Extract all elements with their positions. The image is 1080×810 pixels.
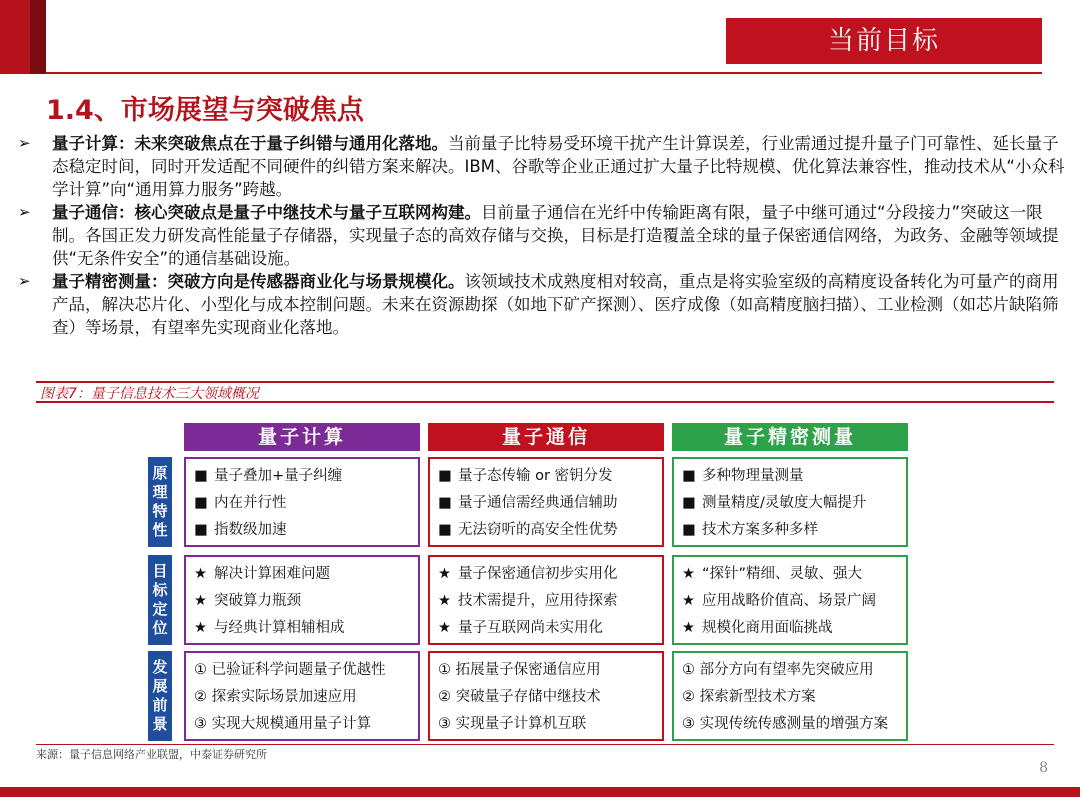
source-note: 来源：量子信息网络产业联盟，中泰证券研究所 (36, 744, 1054, 762)
bullet-item (16, 132, 1072, 201)
square-bullet-icon: ■ (438, 468, 452, 484)
footer-bar (0, 787, 1080, 797)
item-text: 多种物理量测量 (702, 468, 804, 484)
table-cell (672, 555, 908, 645)
square-bullet-icon: ■ (194, 522, 208, 538)
item-text: ② 探索实际场景加速应用 (194, 689, 357, 705)
column-header: 量子精密测量 (672, 423, 908, 451)
section-title: 1.4、市场展望与突破焦点 (46, 95, 364, 126)
list-item (194, 684, 410, 711)
star-icon: ★ (682, 566, 695, 582)
item-text: 量子保密通信初步实用化 (458, 566, 618, 582)
list-item (438, 684, 654, 711)
list-item (438, 615, 654, 642)
item-text: 量子态传输 or 密钥分发 (458, 468, 613, 484)
square-bullet-icon: ■ (682, 495, 696, 511)
bullet-lead: 量子通信：核心突破点是量子中继技术与量子互联网构建。 (52, 203, 481, 222)
item-text: ① 部分方向有望率先突破应用 (682, 662, 874, 678)
bullet-item (16, 201, 1072, 270)
column-header: 量子计算 (184, 423, 420, 451)
header-rule (46, 72, 1042, 74)
list-item (194, 490, 410, 517)
item-text: 量子互联网尚未实用化 (458, 620, 603, 636)
header-accent-stripe (30, 0, 46, 74)
item-text: 量子通信需经典通信辅助 (458, 495, 618, 511)
item-text: “探针”精细、灵敏、强大 (702, 566, 863, 582)
list-item (438, 490, 654, 517)
item-text: ② 突破量子存储中继技术 (438, 689, 601, 705)
item-text: 技术需提升，应用待探索 (458, 593, 618, 609)
square-bullet-icon: ■ (682, 522, 696, 538)
item-text: ② 探索新型技术方案 (682, 689, 816, 705)
bullet-item (16, 270, 1072, 339)
table-cell (184, 555, 420, 645)
list-item (682, 615, 898, 642)
list-item (438, 711, 654, 738)
item-text: 内在并行性 (214, 495, 287, 511)
item-text: ③ 实现量子计算机互联 (438, 716, 587, 732)
row-label: 原 理 特 性 (148, 457, 172, 547)
item-text: 指数级加速 (214, 522, 287, 538)
item-text: 解决计算困难问题 (214, 566, 330, 582)
arrow-bullet-icon: ➢ (18, 134, 31, 152)
page-number: 8 (1039, 760, 1048, 776)
table-cell (672, 457, 908, 547)
list-item (682, 711, 898, 738)
table-cell (428, 651, 664, 741)
item-text: 技术方案多种多样 (702, 522, 818, 538)
list-item (194, 517, 410, 544)
row-label: 发 展 前 景 (148, 651, 172, 741)
table-cell (672, 651, 908, 741)
figure-title: 图表7：量子信息技术三大领域概况 (36, 381, 1054, 403)
item-text: 测量精度/灵敏度大幅提升 (702, 495, 867, 511)
list-item (682, 657, 898, 684)
star-icon: ★ (682, 593, 695, 609)
table-cell (184, 457, 420, 547)
row-label: 目 标 定 位 (148, 555, 172, 645)
list-item (438, 561, 654, 588)
arrow-bullet-icon: ➢ (18, 272, 31, 290)
item-text: 突破算力瓶颈 (214, 593, 301, 609)
item-text: ① 已验证科学问题量子优越性 (194, 662, 386, 678)
list-item (194, 588, 410, 615)
list-item (682, 517, 898, 544)
item-text: ① 拓展量子保密通信应用 (438, 662, 601, 678)
bullet-lead: 量子计算：未来突破焦点在于量子纠错与通用化落地。 (52, 134, 448, 153)
list-item (438, 517, 654, 544)
square-bullet-icon: ■ (194, 495, 208, 511)
list-item (682, 490, 898, 517)
bullet-text: 目前量子通信在光纤中传输距离有限，量子中继可通过“分段接力”突破这一限制。各国正发力研发高性能量子存储器，实现量子态的高效存储与交换，目标是打造覆盖全球的量子保密通信网络，为政务、金融等领域提供“无条件安全”的通信基础设施。 (52, 203, 1059, 268)
list-item (682, 684, 898, 711)
item-text: 无法窃听的高安全性优势 (458, 522, 618, 538)
list-item (682, 588, 898, 615)
list-item (438, 657, 654, 684)
star-icon: ★ (438, 620, 451, 636)
square-bullet-icon: ■ (682, 468, 696, 484)
star-icon: ★ (438, 593, 451, 609)
item-text: 量子叠加+量子纠缠 (214, 468, 343, 484)
item-text: 规模化商用面临挑战 (702, 620, 833, 636)
square-bullet-icon: ■ (438, 522, 452, 538)
list-item (682, 561, 898, 588)
list-item (682, 463, 898, 490)
item-text: ③ 实现传统传感测量的增强方案 (682, 716, 889, 732)
table-cell (428, 555, 664, 645)
star-icon: ★ (194, 620, 207, 636)
list-item (194, 711, 410, 738)
star-icon: ★ (194, 566, 207, 582)
square-bullet-icon: ■ (438, 495, 452, 511)
column-header: 量子通信 (428, 423, 664, 451)
table-cell (428, 457, 664, 547)
bullet-lead: 量子精密测量：突破方向是传感器商业化与场景规模化。 (52, 272, 465, 291)
list-item (438, 588, 654, 615)
bullet-text: 当前量子比特易受环境干扰产生计算误差，行业需通过提升量子门可靠性、延长量子态稳定时间，同时开发适配不同硬件的纠错方案来解决。IBM、谷歌等企业正通过扩大量子比特规模、优化算法兼容性，推动技术从“小众科学计算”向“通用算力服务”跨越。 (52, 134, 1065, 199)
item-text: 应用战略价值高、场景广阔 (702, 593, 876, 609)
list-item (438, 463, 654, 490)
bullet-text: 该领域技术成熟度相对较高，重点是将实验室级的高精度设备转化为可量产的商用产品，解决芯片化、小型化与成本控制问题。未来在资源勘探（如地下矿产探测）、医疗成像（如高精度脑扫描）、工业检测（如芯片缺陷筛查）等场景，有望率先实现商业化落地。 (52, 272, 1059, 337)
item-text: ③ 实现大规模通用量子计算 (194, 716, 372, 732)
item-text: 与经典计算相辅相成 (214, 620, 345, 636)
star-icon: ★ (682, 620, 695, 636)
list-item (194, 615, 410, 642)
list-item (194, 561, 410, 588)
table-cell (184, 651, 420, 741)
list-item (194, 657, 410, 684)
list-item (194, 463, 410, 490)
header-tag: 当前目标 (726, 18, 1042, 64)
arrow-bullet-icon: ➢ (18, 203, 31, 221)
bullet-list (16, 132, 1072, 339)
square-bullet-icon: ■ (194, 468, 208, 484)
star-icon: ★ (194, 593, 207, 609)
star-icon: ★ (438, 566, 451, 582)
